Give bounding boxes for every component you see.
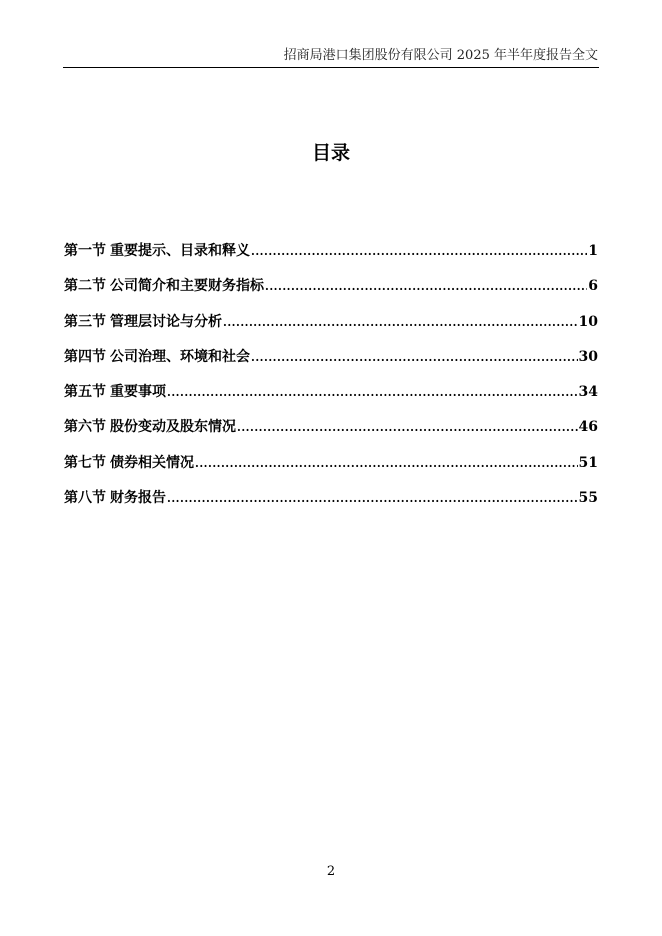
toc-page-number: 10 (578, 313, 598, 330)
page-number: 2 (326, 864, 336, 879)
header-divider (63, 67, 599, 68)
toc-entry-1[interactable] (64, 241, 598, 276)
toc-section-number: 第二节 (64, 278, 106, 295)
toc-entry-7[interactable] (64, 453, 598, 488)
page-title: 目录 (311, 142, 350, 164)
toc-section-title: 债券相关情况 (110, 454, 194, 471)
toc-dot-leader (251, 348, 578, 368)
toc-section-number: 第五节 (64, 384, 106, 401)
toc-entry-3[interactable] (64, 312, 598, 347)
toc-entry-5[interactable] (64, 382, 598, 417)
toc-dot-leader (223, 313, 578, 333)
toc-dot-leader (251, 242, 587, 262)
toc-section-number: 第八节 (64, 490, 106, 507)
toc-section-title: 股份变动及股东情况 (110, 419, 236, 436)
toc-section-title: 管理层讨论与分析 (110, 313, 222, 330)
toc-page-number: 34 (578, 384, 598, 401)
toc-dot-leader (167, 383, 578, 403)
toc-section-title: 公司简介和主要财务指标 (110, 278, 264, 295)
toc-entry-label (64, 347, 250, 367)
toc-entry-label (64, 453, 194, 473)
toc-entry-2[interactable] (64, 276, 598, 311)
toc-entry-8[interactable] (64, 488, 598, 523)
toc-entry-label (64, 312, 222, 332)
toc-dot-leader (265, 277, 587, 297)
toc-dot-leader (167, 489, 578, 509)
toc-entry-label (64, 276, 264, 296)
toc-entry-label (64, 382, 166, 402)
toc-section-title: 公司治理、环境和社会 (110, 348, 250, 365)
toc-section-number: 第七节 (64, 454, 106, 471)
table-of-contents (64, 241, 598, 523)
toc-entry-label (64, 417, 236, 437)
toc-entry-label (64, 241, 250, 261)
toc-section-number: 第六节 (64, 419, 106, 436)
toc-dot-leader (237, 418, 578, 438)
toc-section-title: 财务报告 (110, 490, 166, 507)
toc-entry-label (64, 488, 166, 508)
toc-section-number: 第四节 (64, 348, 106, 365)
toc-section-number: 第一节 (64, 243, 106, 259)
toc-entry-4[interactable] (64, 347, 598, 382)
toc-section-title: 重要提示、目录和释义 (110, 243, 250, 259)
toc-dot-leader (195, 454, 578, 474)
toc-page-number: 6 (588, 278, 598, 295)
toc-section-number: 第三节 (64, 313, 106, 330)
toc-page-number: 1 (588, 243, 598, 259)
toc-page-number: 55 (578, 490, 598, 507)
toc-page-number: 46 (578, 419, 598, 436)
toc-page-number: 30 (578, 348, 598, 365)
running-header: 招商局港口集团股份有限公司 2025 年半年度报告全文 (283, 48, 598, 63)
toc-section-title: 重要事项 (110, 384, 166, 401)
toc-entry-6[interactable] (64, 417, 598, 452)
toc-page-number: 51 (578, 454, 598, 471)
